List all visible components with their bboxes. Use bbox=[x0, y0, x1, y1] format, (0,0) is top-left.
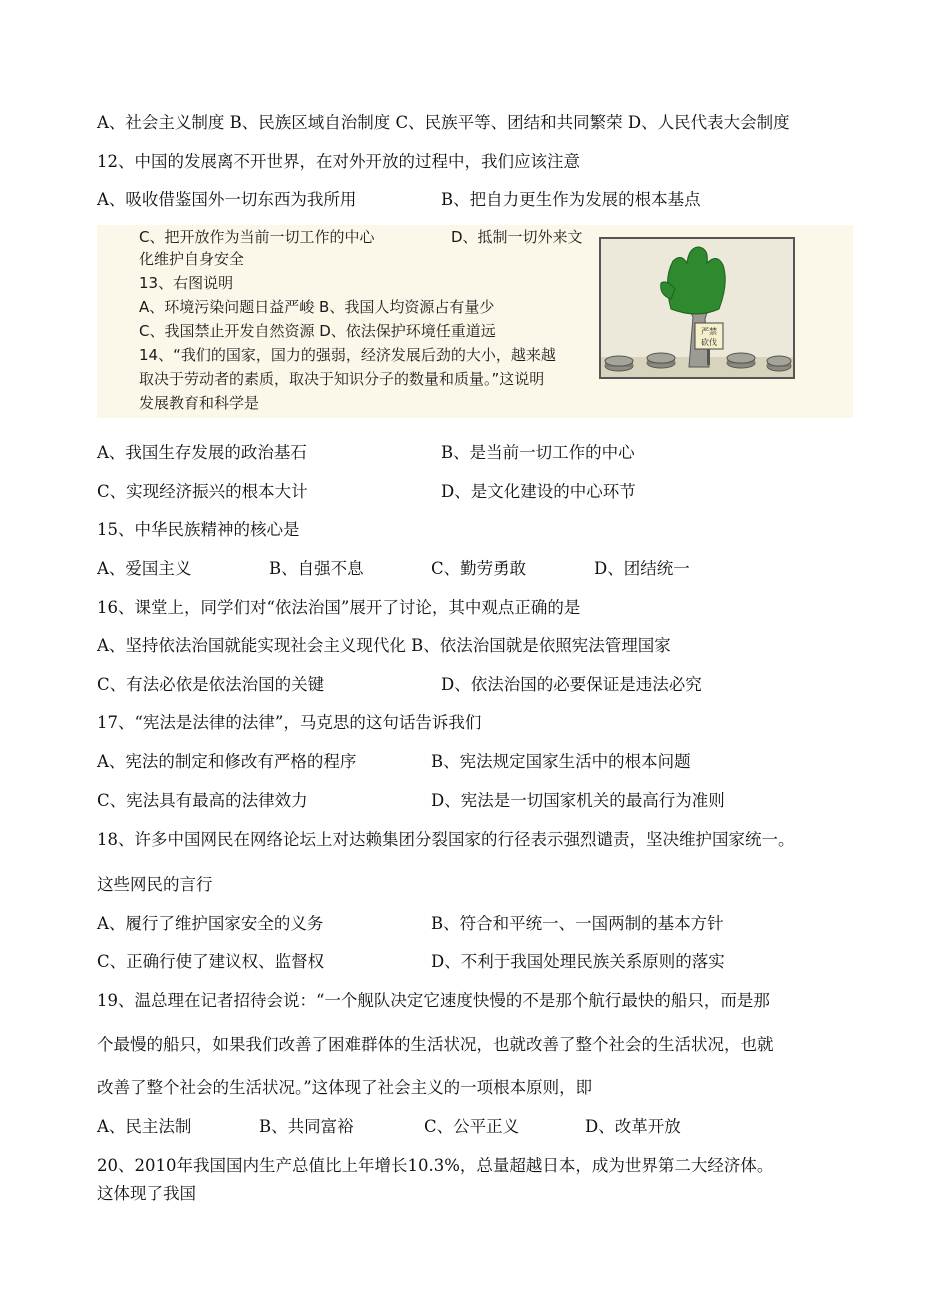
q19-option-b: B、共同富裕 bbox=[259, 1117, 354, 1136]
q18-stem-2: 这些网民的言行 bbox=[97, 875, 213, 894]
q16-options-ab: A、坚持依法治国就能实现社会主义现代化 B、依法治国就是依照宪法管理国家 bbox=[97, 636, 671, 655]
q18-option-b: B、符合和平统一、一国两制的基本方针 bbox=[431, 914, 724, 933]
q14-option-a: A、我国生存发展的政治基石 bbox=[97, 443, 307, 462]
q12-option-a: A、吸收借鉴国外一切东西为我所用 bbox=[97, 190, 357, 209]
q15-option-a: A、爱国主义 bbox=[97, 559, 192, 578]
q14-stem-3: 发展教育和科学是 bbox=[139, 394, 260, 412]
q12-option-d-cont: 化维护自身安全 bbox=[139, 250, 245, 268]
q17-option-c: C、宪法具有最高的法律效力 bbox=[97, 791, 308, 810]
q13-options-ab: A、环境污染问题日益严峻 B、我国人均资源占有量少 bbox=[139, 298, 495, 316]
q17-stem: 17、“宪法是法律的法律”，马克思的这句话告诉我们 bbox=[97, 713, 482, 732]
q15-stem: 15、中华民族精神的核心是 bbox=[97, 520, 300, 539]
sign-text-line1: 严禁 bbox=[701, 327, 717, 336]
q17-option-b: B、宪法规定国家生活中的根本问题 bbox=[431, 752, 691, 771]
sign-text-line2: 砍伐 bbox=[701, 338, 717, 347]
q19-option-c: C、公平正义 bbox=[424, 1117, 520, 1136]
q14-option-d: D、是文化建设的中心环节 bbox=[441, 482, 636, 501]
q15-option-b: B、自强不息 bbox=[269, 559, 364, 578]
q11-options: A、社会主义制度 B、民族区域自治制度 C、民族平等、团结和共同繁荣 D、人民代表大会制度 bbox=[97, 113, 790, 132]
q18-stem-1: 18、许多中国网民在网络论坛上对达赖集团分裂国家的行径表示强烈谴责，坚决维护国家统一。 bbox=[97, 830, 795, 849]
q15-option-d: D、团结统一 bbox=[594, 559, 690, 578]
q12-option-d: D、抵制一切外来文 bbox=[451, 228, 583, 246]
q13-options-cd: C、我国禁止开发自然资源 D、依法保护环境任重道远 bbox=[139, 322, 496, 340]
q14-stem-2: 取决于劳动者的素质，取决于知识分子的数量和质量。”这说明 bbox=[139, 370, 545, 388]
q17-option-d: D、宪法是一切国家机关的最高行为准则 bbox=[431, 791, 725, 810]
q14-stem-1: 14、“我们的国家，国力的强弱，经济发展后劲的大小，越来越 bbox=[139, 346, 556, 364]
q18-option-a: A、履行了维护国家安全的义务 bbox=[97, 914, 324, 933]
q20-stem-2: 这体现了我国 bbox=[97, 1184, 196, 1203]
q16-stem: 16、课堂上，同学们对“依法治国”展开了讨论，其中观点正确的是 bbox=[97, 598, 581, 617]
q13-stem: 13、右图说明 bbox=[139, 274, 234, 292]
q15-option-c: C、勤劳勇敢 bbox=[431, 559, 527, 578]
q18-option-c: C、正确行使了建议权、监督权 bbox=[97, 952, 325, 971]
q16-option-d: D、依法治国的必要保证是违法必究 bbox=[441, 675, 702, 694]
q14-option-b: B、是当前一切工作的中心 bbox=[441, 443, 635, 462]
q19-stem-2: 个最慢的船只，如果我们改善了困难群体的生活状况，也就改善了整个社会的生活状况，也就 bbox=[97, 1035, 774, 1054]
q12-stem: 12、中国的发展离不开世界，在对外开放的过程中，我们应该注意 bbox=[97, 152, 580, 171]
q18-option-d: D、不利于我国处理民族关系原则的落实 bbox=[431, 952, 725, 971]
q12-option-c: C、把开放作为当前一切工作的中心 bbox=[139, 228, 375, 246]
tree-cartoon-image bbox=[599, 237, 795, 379]
q19-stem-1: 19、温总理在记者招待会说：“一个舰队决定它速度快慢的不是那个航行最快的船只，而是那 bbox=[97, 991, 770, 1010]
scanned-question-block bbox=[97, 225, 853, 418]
q20-stem-1: 20、2010年我国国内生产总值比上年增长10.3%，总量超越日本，成为世界第二大经济体。 bbox=[97, 1156, 774, 1175]
q19-option-a: A、民主法制 bbox=[97, 1117, 192, 1136]
q19-stem-3: 改善了整个社会的生活状况。”这体现了社会主义的一项根本原则，即 bbox=[97, 1078, 593, 1097]
q14-option-c: C、实现经济振兴的根本大计 bbox=[97, 482, 308, 501]
q12-option-b: B、把自力更生作为发展的根本基点 bbox=[441, 190, 701, 209]
q16-option-c: C、有法必依是依法治国的关键 bbox=[97, 675, 325, 694]
q17-option-a: A、宪法的制定和修改有严格的程序 bbox=[97, 752, 357, 771]
q19-option-d: D、改革开放 bbox=[585, 1117, 681, 1136]
tree-cartoon-svg bbox=[601, 239, 793, 377]
